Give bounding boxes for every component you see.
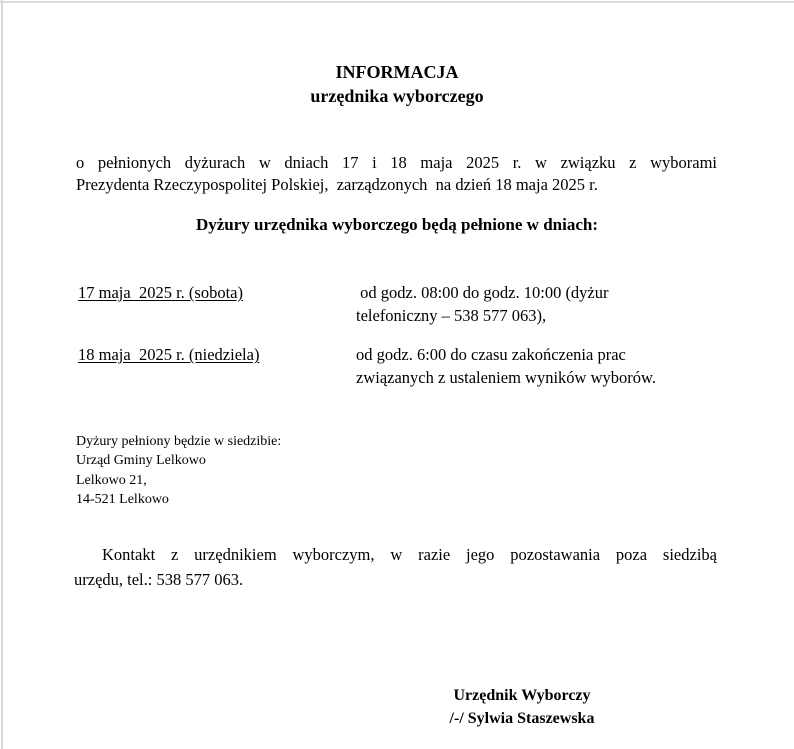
- intro-paragraph: [76, 152, 717, 196]
- document-title: [0, 60, 794, 108]
- signature-role: Urzędnik Wyborczy: [453, 687, 591, 704]
- schedule-date-saturday: 17 maja 2025 r. (sobota): [78, 283, 243, 302]
- schedule-date-cell: [78, 281, 356, 304]
- address-street: Lelkowo 21,: [76, 472, 147, 488]
- schedule-time-cell: [356, 281, 718, 327]
- schedule-time-sunday-line-2: związanych z ustaleniem wyników wyborów.: [356, 368, 656, 387]
- schedule-time-cell: [356, 343, 718, 389]
- duty-schedule: [78, 281, 718, 389]
- duty-heading: Dyżury urzędnika wyborczego będą pełnione w dniach:: [195, 215, 599, 234]
- page-top-edge-line: [0, 1, 794, 3]
- title-line-1: INFORMACJA: [335, 62, 459, 82]
- page-left-edge-line: [1, 0, 3, 749]
- signature-name: /-/ Sylwia Staszewska: [449, 710, 595, 727]
- schedule-date-cell: [78, 343, 356, 366]
- schedule-time-saturday-line-2: telefoniczny – 538 577 063),: [356, 306, 547, 325]
- office-address-block: [76, 432, 281, 509]
- contact-line-2: urzędu, tel.: 538 577 063.: [74, 570, 244, 589]
- address-postal: 14-521 Lelkowo: [76, 491, 169, 507]
- schedule-time-saturday-line-1: od godz. 08:00 do godz. 10:00 (dyżur: [356, 283, 609, 302]
- contact-paragraph: [74, 542, 717, 592]
- schedule-row-sunday: [78, 343, 718, 389]
- schedule-row-saturday: [78, 281, 718, 327]
- address-intro: Dyżury pełniony będzie w siedzibie:: [76, 434, 282, 449]
- schedule-date-sunday: 18 maja 2025 r. (niedziela): [78, 345, 260, 364]
- contact-line-1: Kontakt z urzędnikiem wyborczym, w razie jego pozostawania poza siedzibą: [102, 545, 717, 564]
- schedule-time-sunday-line-1: od godz. 6:00 do czasu zakończenia prac: [356, 345, 626, 364]
- title-line-2: urzędnika wyborczego: [310, 86, 484, 106]
- intro-line-1: o pełnionych dyżurach w dniach 17 i 18 maja 2025 r. w związku z wyborami: [76, 153, 717, 172]
- intro-line-2: Prezydenta Rzeczypospolitej Polskiej, zarządzonych na dzień 18 maja 2025 r.: [76, 175, 598, 194]
- signature-block: [372, 684, 672, 730]
- address-office-name: Urząd Gminy Lelkowo: [76, 453, 206, 469]
